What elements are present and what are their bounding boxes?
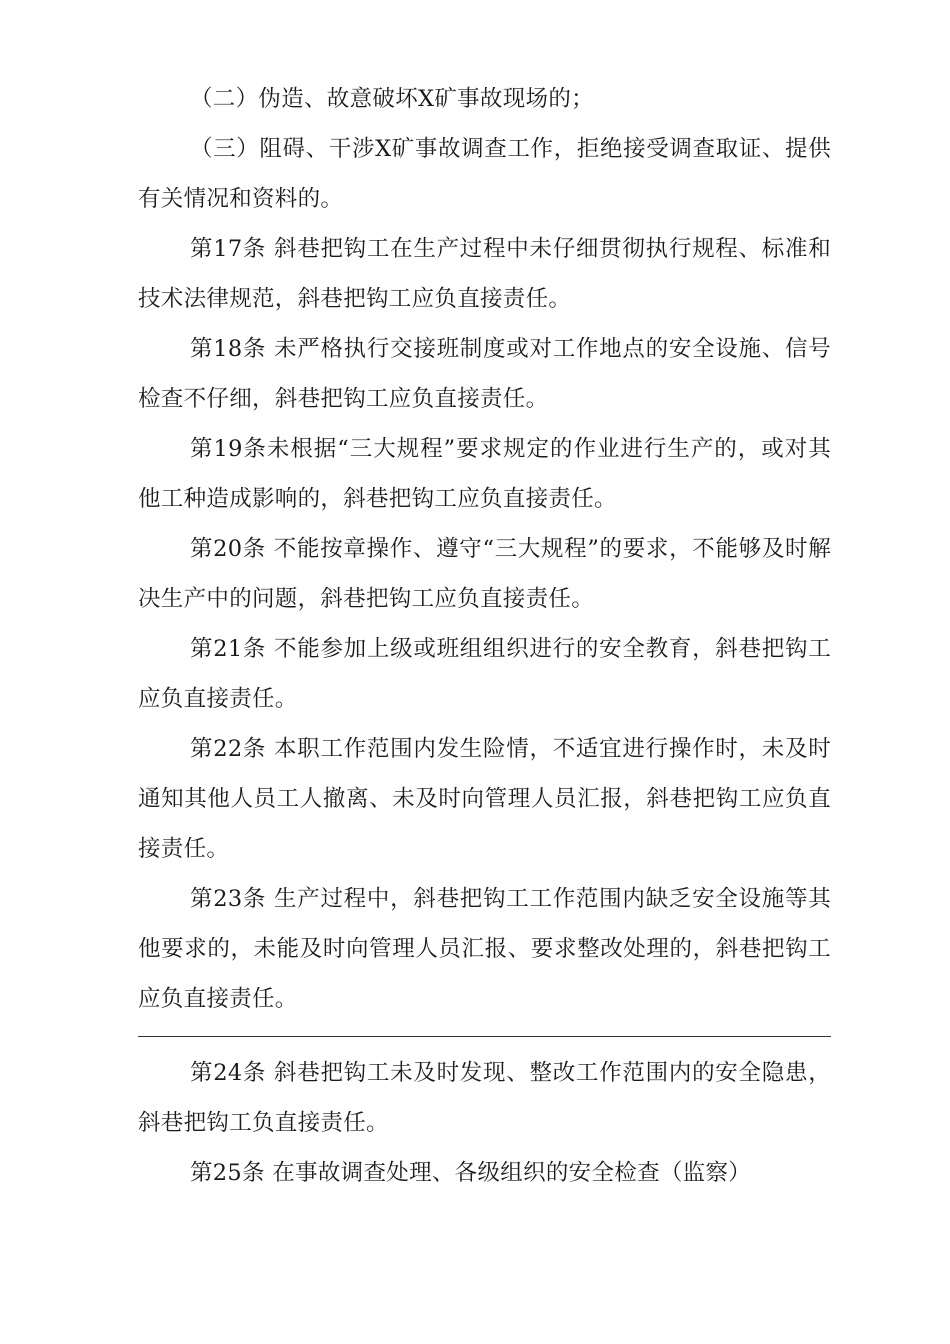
article-21: 第21条 不能参加上级或班组组织进行的安全教育，斜巷把钩工应负直接责任。 [138,636,831,712]
article-20: 第20条 不能按章操作、遵守“三大规程”的要求，不能够及时解决生产中的问题，斜巷把钩工应负直接责任。 [138,536,831,612]
article-22: 第22条 本职工作范围内发生险情，不适宜进行操作时，未及时通知其他人员工人撤离、未及时向管理人员汇报，斜巷把钩工应负直接责任。 [138,736,831,862]
section-divider [138,1036,831,1037]
article-18: 第18条 未严格执行交接班制度或对工作地点的安全设施、信号检查不仔细，斜巷把钩工应负直接责任。 [138,336,831,412]
article-24: 第24条 斜巷把钩工未及时发现、整改工作范围内的安全隐患，斜巷把钩工负直接责任。 [138,1060,831,1136]
paragraph-item-2: （二）伪造、故意破坏X矿事故现场的； [190,86,594,112]
paragraph-item-3: （三）阻碍、干涉X矿事故调查工作，拒绝接受调查取证、提供有关情况和资料的。 [138,136,831,212]
article-17: 第17条 斜巷把钩工在生产过程中未仔细贯彻执行规程、标准和技术法律规范，斜巷把钩工应负直接责任。 [138,236,831,312]
article-23: 第23条 生产过程中，斜巷把钩工工作范围内缺乏安全设施等其他要求的，未能及时向管理人员汇报、要求整改处理的，斜巷把钩工应负直接责任。 [138,886,831,1012]
article-25: 第25条 在事故调查处理、各级组织的安全检查（监察） [190,1160,752,1186]
document-page [138,74,831,1198]
article-19: 第19条未根据“三大规程”要求规定的作业进行生产的，或对其他工种造成影响的，斜巷把钩工应负直接责任。 [138,436,831,512]
